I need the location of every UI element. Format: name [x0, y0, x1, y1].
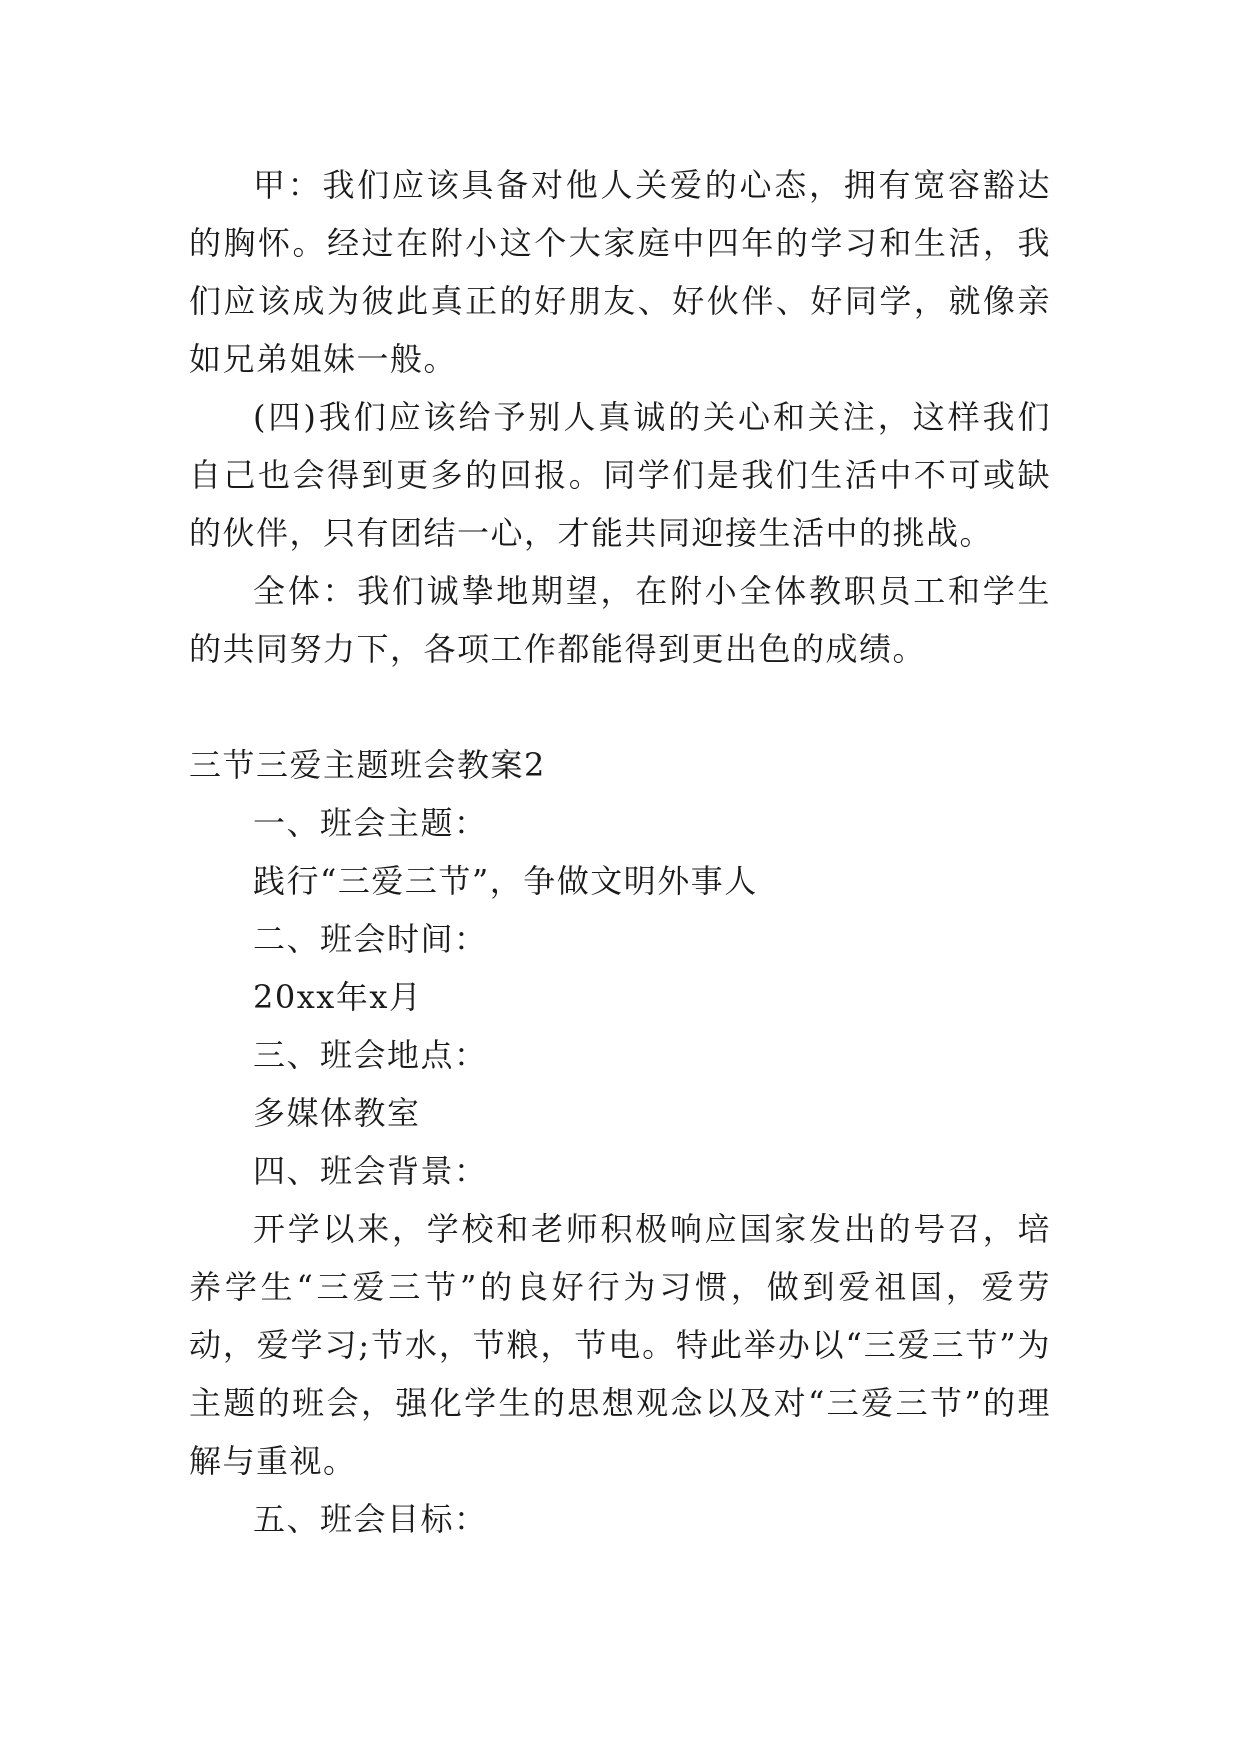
item-time-value: 20xx年x月 — [253, 978, 423, 1016]
paragraph-background: 开学以来，学校和老师积极响应国家发出的号召，培养学生“三爱三节”的良好行为习惯，做到爱祖国，爱劳动，爱学习;节水，节粮，节电。特此举办以“三爱三节”为主题的班会，强化学生的思想观念以及对“三爱三节”的理解与重视。 — [189, 1210, 1051, 1480]
paragraph-four: (四)我们应该给予别人真诚的关心和关注，这样我们自己也会得到更多的回报。同学们是我们生活中不可或缺的伙伴，只有团结一心，才能共同迎接生活中的挑战。 — [189, 398, 1051, 552]
item-theme-heading: 一、班会主题： — [253, 804, 488, 842]
section-title: 三节三爱主题班会教案2 — [189, 746, 546, 784]
paragraph-jia: 甲：我们应该具备对他人关爱的心态，拥有宽容豁达的胸怀。经过在附小这个大家庭中四年的学习和生活，我们应该成为彼此真正的好朋友、好伙伴、好同学，就像亲如兄弟姐妹一般。 — [189, 166, 1051, 378]
item-time-heading: 二、班会时间： — [253, 920, 488, 958]
item-background-heading: 四、班会背景： — [253, 1152, 488, 1190]
item-theme-value: 践行“三爱三节”，争做文明外事人 — [253, 862, 758, 900]
item-place-value: 多媒体教室 — [253, 1094, 421, 1132]
paragraph-all: 全体：我们诚挚地期望，在附小全体教职员工和学生的共同努力下，各项工作都能得到更出色的成绩。 — [189, 572, 1051, 668]
item-place-heading: 三、班会地点： — [253, 1036, 488, 1074]
document-body — [189, 156, 1051, 1548]
item-goal-heading: 五、班会目标： — [253, 1500, 488, 1538]
